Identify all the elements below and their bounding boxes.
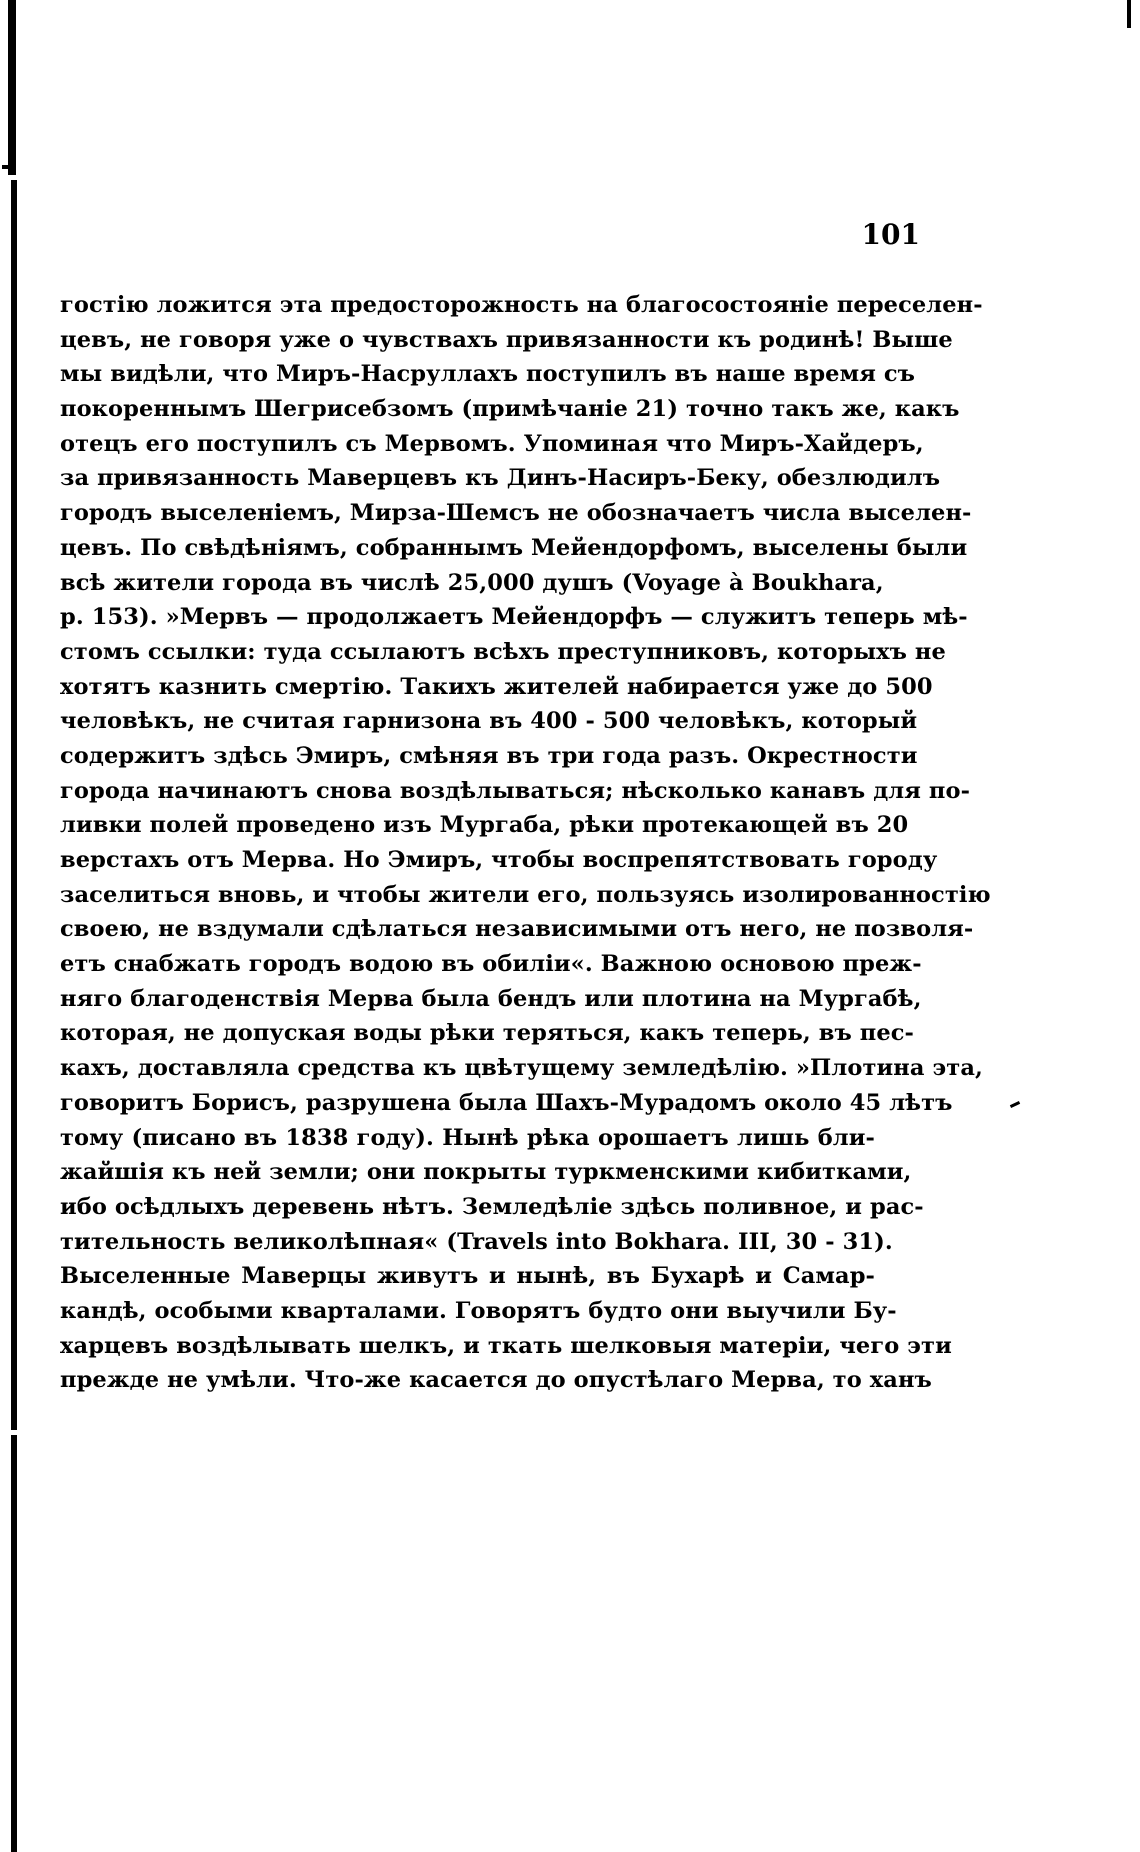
text-line-16: ливки полей проведено изъ Мургаба, рѣки протекающей въ 20 (60, 812, 909, 839)
text-line-22: которая, не допуская воды рѣки теряться, какъ теперь, въ пес- (60, 1020, 914, 1047)
text-line-11: стомъ ссылки: туда ссылаютъ всѣхъ преступниковъ, которыхъ не (60, 638, 946, 665)
text-line-14: содержитъ здѣсь Эмиръ, смѣняя въ три года разъ. Окрестности (60, 742, 918, 769)
text-line-4: покореннымъ Шегрисебзомъ (примѣчаніе 21) точно такъ же, какъ (60, 396, 960, 423)
stray-ink-mark (1010, 1101, 1020, 1108)
body-text (60, 288, 991, 1398)
text-line-18: заселиться вновь, и чтобы жители его, пользуясь изолированностію (60, 881, 991, 908)
text-line-21: няго благоденствія Мерва была бендъ или плотина на Мургабѣ, (60, 985, 922, 1012)
text-line-20: етъ снабжать городъ водою въ обиліи«. Важною основою преж- (60, 951, 922, 978)
text-line-24: говоритъ Борисъ, разрушена была Шахъ-Мурадомъ около 45 лѣтъ (60, 1089, 953, 1116)
text-line-19: своею, не вздумали сдѣлаться независимыми отъ него, не позволя- (60, 916, 974, 943)
text-line-32: прежде не умѣли. Что-же касается до опустѣлаго Мерва, то ханъ (60, 1367, 932, 1394)
text-line-27: ибо осѣдлыхъ деревень нѣтъ. Земледѣліе здѣсь поливное, и рас- (60, 1193, 924, 1220)
scan-edge-left-top (8, 0, 16, 175)
text-line-8: цевъ. По свѣдѣніямъ, собраннымъ Мейендорфомъ, выселены были (60, 534, 968, 561)
text-line-12: хотятъ казнить смертію. Такихъ жителей набирается уже до 500 (60, 673, 933, 700)
scan-edge-left-middle (11, 180, 17, 1430)
text-line-17: верстахъ отъ Мерва. Но Эмиръ, чтобы воспрепятствовать городу (60, 847, 938, 873)
text-line-9: всѣ жители города въ числѣ 25,000 душъ (Voyage à Boukhara, (60, 569, 884, 596)
text-line-13: человѣкъ, не считая гарнизона въ 400 - 500 человѣкъ, который (60, 708, 918, 735)
scan-edge-tick (2, 165, 12, 169)
scan-edge-right-top (1127, 0, 1131, 28)
text-line-25: тому (писано въ 1838 году). Нынѣ рѣка орошаетъ лишь бли- (60, 1124, 875, 1151)
text-line-23: кахъ, доставляла средства къ цвѣтущему земледѣлію. »Плотина эта, (60, 1055, 983, 1082)
text-line-3: мы видѣли, что Миръ-Насруллахъ поступилъ въ наше время съ (60, 361, 916, 388)
text-line-29: Выселенные Маверцы живутъ и нынѣ, въ Бухарѣ и Самар- (60, 1263, 875, 1290)
text-line-28: тительность великолѣпная« (Travels into Bokhara. III, 30 - 31). (60, 1228, 893, 1255)
text-line-15: города начинаютъ снова воздѣлываться; нѣсколько канавъ для по- (60, 777, 971, 804)
text-line-5: отецъ его поступилъ съ Мервомъ. Упоминая что Миръ-Хайдеръ, (60, 430, 924, 457)
text-line-2: цевъ, не говоря уже о чувствахъ привязанности къ родинѣ! Выше (60, 326, 953, 353)
text-line-7: городъ выселеніемъ, Мирза-Шемсъ не обозначаетъ числа выселен- (60, 500, 972, 527)
text-line-30: кандѣ, особыми кварталами. Говорятъ будто они выучили Бу- (60, 1297, 897, 1324)
text-line-26: жайшія къ ней земли; они покрыты туркменскими кибитками, (60, 1159, 912, 1186)
text-line-1: гостію ложится эта предосторожность на благосостояніе переселен- (60, 292, 983, 318)
page-number: 101 (861, 218, 920, 251)
text-line-6: за привязанность Маверцевъ къ Динъ-Насиръ-Беку, обезлюдилъ (60, 465, 941, 492)
scan-edge-left-bottom (11, 1435, 17, 1852)
text-line-10: p. 153). »Мервъ — продолжаетъ Мейендорфъ — служитъ теперь мѣ- (60, 604, 968, 631)
text-line-31: харцевъ воздѣлывать шелкъ, и ткать шелковыя матеріи, чего эти (60, 1332, 952, 1359)
